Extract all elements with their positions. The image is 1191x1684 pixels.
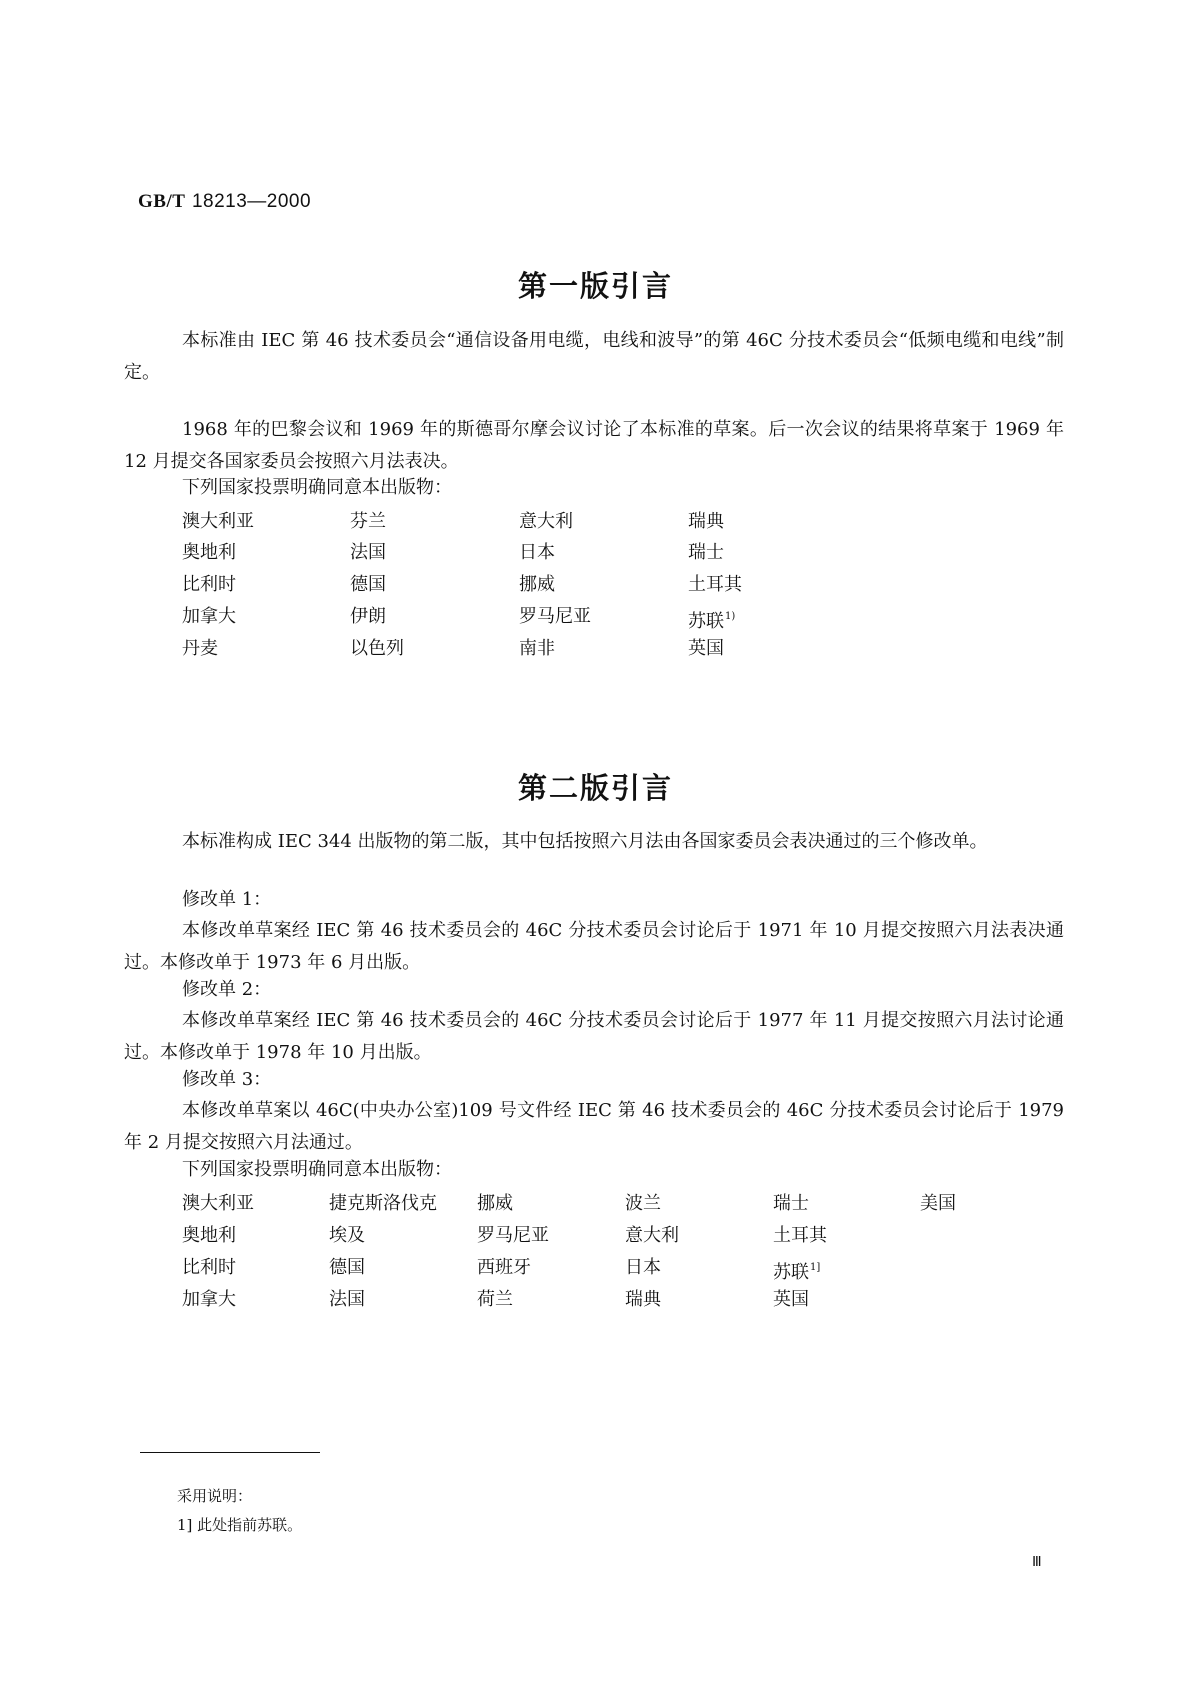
- country-cell: 瑞士: [773, 1193, 809, 1214]
- country-cell: 加拿大: [182, 1289, 236, 1310]
- country-cell: 芬兰: [350, 511, 386, 532]
- country-name: 苏联: [773, 1262, 809, 1283]
- country-cell: 伊朗: [350, 606, 386, 627]
- country-cell: 土耳其: [688, 574, 742, 595]
- country-cell: 南非: [519, 638, 555, 659]
- country-cell: 土耳其: [773, 1225, 827, 1246]
- section2-para1: 本标准构成 IEC 344 出版物的第二版，其中包括按照六月法由各国家委员会表决通过的三个修改单。: [182, 831, 988, 852]
- country-cell: 波兰: [625, 1193, 661, 1214]
- amendment1-text: 本修改单草案经 IEC 第 46 技术委员会的 46C 分技术委员会讨论后于 1971 年 10 月提交按照六月法表决通过。本修改单于 1973 年 6 月出版。: [124, 920, 1064, 973]
- section2-vote-intro: 下列国家投票明确同意本出版物：: [182, 1159, 452, 1180]
- country-cell-with-footnote: [773, 1256, 820, 1285]
- country-cell: 澳大利亚: [182, 1193, 254, 1214]
- footnote-marker: 1]: [810, 1262, 821, 1273]
- country-cell: 埃及: [329, 1225, 365, 1246]
- section1-title: 第一版引言: [517, 269, 673, 303]
- country-cell: 丹麦: [182, 638, 218, 659]
- footnote-text: 1] 此处指前苏联。: [177, 1516, 303, 1534]
- section2-title: 第二版引言: [517, 771, 673, 805]
- section1-vote-intro: 下列国家投票明确同意本出版物：: [182, 477, 452, 498]
- amendment1-label: 修改单 1：: [182, 889, 272, 910]
- amendment2-text: 本修改单草案经 IEC 第 46 技术委员会的 46C 分技术委员会讨论后于 1977 年 11 月提交按照六月法讨论通过。本修改单于 1978 年 10 月出版。: [124, 1010, 1064, 1063]
- country-cell: 比利时: [182, 574, 236, 595]
- country-cell: 奥地利: [182, 1225, 236, 1246]
- footnote-marker: 1): [725, 611, 736, 622]
- country-cell: 澳大利亚: [182, 511, 254, 532]
- country-cell: 美国: [920, 1193, 956, 1214]
- country-cell: 奥地利: [182, 542, 236, 563]
- country-cell: 意大利: [519, 511, 573, 532]
- country-cell: 荷兰: [477, 1289, 513, 1310]
- country-cell: 捷克斯洛伐克: [329, 1193, 437, 1214]
- country-cell: 日本: [625, 1257, 661, 1278]
- footnote-heading: 采用说明：: [177, 1487, 253, 1505]
- country-cell: 以色列: [350, 638, 404, 659]
- country-cell: 罗马尼亚: [519, 606, 591, 627]
- country-cell: 日本: [519, 542, 555, 563]
- country-cell: 德国: [329, 1257, 365, 1278]
- amendment3-label: 修改单 3：: [182, 1069, 272, 1090]
- country-cell: 英国: [773, 1289, 809, 1310]
- country-name: 苏联: [688, 611, 724, 632]
- amendment2-label: 修改单 2：: [182, 979, 272, 1000]
- amendment3-text: 本修改单草案以 46C(中央办公室)109 号文件经 IEC 第 46 技术委员会的 46C 分技术委员会讨论后于 1979 年 2 月提交按照六月法通过。: [124, 1100, 1064, 1153]
- section1-para1: 本标准由 IEC 第 46 技术委员会“通信设备用电缆，电线和波导”的第 46C 分技术委员会“低频电缆和电线”制定。: [124, 330, 1064, 383]
- country-cell: 德国: [350, 574, 386, 595]
- country-cell-with-footnote: [688, 605, 735, 634]
- country-cell: 意大利: [625, 1225, 679, 1246]
- country-cell: 西班牙: [477, 1257, 531, 1278]
- footnote-divider: [140, 1452, 320, 1453]
- country-cell: 罗马尼亚: [477, 1225, 549, 1246]
- page-number: Ⅲ: [1032, 1555, 1042, 1570]
- country-cell: 瑞士: [688, 542, 724, 563]
- country-cell: 英国: [688, 638, 724, 659]
- standard-number: [138, 190, 311, 213]
- country-cell: 挪威: [519, 574, 555, 595]
- country-cell: 法国: [350, 542, 386, 563]
- section1-para2: 1968 年的巴黎会议和 1969 年的斯德哥尔摩会议讨论了本标准的草案。后一次会议的结果将草案于 1969 年 12 月提交各国家委员会按照六月法表决。: [124, 419, 1064, 472]
- country-cell: 法国: [329, 1289, 365, 1310]
- country-cell: 加拿大: [182, 606, 236, 627]
- country-cell: 瑞典: [688, 511, 724, 532]
- country-cell: 瑞典: [625, 1289, 661, 1310]
- standard-code: 18213—2000: [191, 191, 312, 212]
- country-cell: 比利时: [182, 1257, 236, 1278]
- country-cell: 挪威: [477, 1193, 513, 1214]
- standard-prefix: GB/T: [138, 191, 186, 212]
